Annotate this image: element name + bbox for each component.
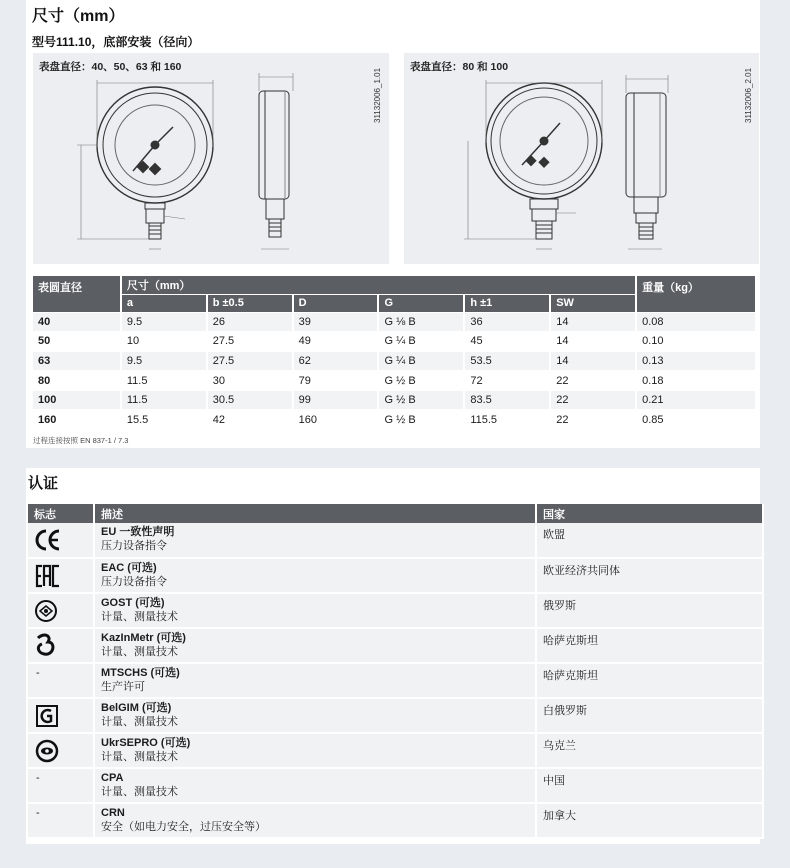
cert-description: 计量、测量技术	[101, 786, 178, 798]
table-cell: 45	[464, 332, 550, 352]
table-cell: 10	[121, 332, 207, 352]
table-cell: 11.5	[121, 390, 207, 410]
table-cell: 14	[550, 312, 636, 332]
table-cell: 79	[293, 371, 379, 391]
table-cell: 50	[33, 332, 121, 352]
cert-country: 乌克兰	[536, 733, 763, 768]
no-logo-dash: -	[36, 772, 40, 784]
cert-country: 哈萨克斯坦	[536, 628, 763, 663]
belgim-mark-icon	[34, 702, 62, 730]
table-cell: G ½ B	[378, 390, 464, 410]
header-a: a	[121, 294, 207, 312]
table-cell: 27.5	[207, 332, 293, 352]
cert-name: CPA	[101, 772, 124, 784]
dimensions-title: 尺寸（mm）	[32, 8, 125, 25]
table-cell: 115.5	[464, 410, 550, 430]
dimensions-table-body	[33, 312, 756, 430]
table-cell: 63	[33, 351, 121, 371]
header-dial-diameter: 表圆直径	[33, 276, 121, 312]
table-cell: 83.5	[464, 390, 550, 410]
table-cell: 160	[293, 410, 379, 430]
header-sw: SW	[550, 294, 636, 312]
table-cell: 30	[207, 371, 293, 391]
dimensions-section	[26, 0, 760, 448]
cert-name: BelGIM (可选)	[101, 702, 172, 714]
cert-country: 欧亚经济共同体	[536, 558, 763, 593]
cert-name: GOST (可选)	[101, 597, 165, 609]
process-connection-note: 过程连接按照 EN 837-1 / 7.3	[33, 436, 129, 445]
table-row	[28, 523, 763, 558]
drawing-right-code: 31132006_2.01	[744, 67, 753, 123]
table-cell: 62	[293, 351, 379, 371]
table-cell: 0.08	[636, 312, 756, 332]
cert-country: 俄罗斯	[536, 593, 763, 628]
gost-mark-icon	[34, 597, 62, 625]
table-row	[33, 332, 756, 352]
table-cell: 49	[293, 332, 379, 352]
dimensions-table	[33, 276, 757, 430]
table-cell: G ⅛ B	[378, 312, 464, 332]
header-h: h ±1	[464, 294, 550, 312]
table-cell: 0.21	[636, 390, 756, 410]
table-cell: G ½ B	[378, 410, 464, 430]
header-weight: 重量（kg）	[636, 276, 756, 312]
table-cell: G ½ B	[378, 371, 464, 391]
table-row	[28, 558, 763, 593]
table-row	[28, 803, 763, 838]
table-row	[28, 663, 763, 698]
table-cell: 99	[293, 390, 379, 410]
table-cell: 0.18	[636, 371, 756, 391]
header-dimensions-group: 尺寸（mm）	[121, 276, 636, 294]
cert-description: 安全（如电力安全，过压安全等）	[101, 821, 266, 833]
cert-description: 计量、测量技术	[101, 646, 178, 658]
header-g: G	[378, 294, 464, 312]
eac-mark-icon	[34, 562, 62, 590]
header-country: 国家	[536, 504, 763, 523]
table-row	[33, 351, 756, 371]
cert-country: 中国	[536, 768, 763, 803]
cert-description: 计量、测量技术	[101, 751, 178, 763]
cert-country: 欧盟	[536, 523, 763, 558]
table-cell: 160	[33, 410, 121, 430]
table-row	[28, 628, 763, 663]
cert-description: 计量、测量技术	[101, 716, 178, 728]
certification-title: 认证	[28, 475, 59, 492]
table-cell: 30.5	[207, 390, 293, 410]
table-cell: 53.5	[464, 351, 550, 371]
dimensions-subtitle: 型号111.10，底部安装（径向）	[32, 35, 200, 49]
drawing-left	[33, 53, 389, 264]
table-row	[28, 593, 763, 628]
table-row	[33, 371, 756, 391]
drawing-left-title: 表盘直径：40、50、63 和 160	[39, 61, 182, 73]
cert-description: 压力设备指令	[101, 576, 167, 588]
header-logo: 标志	[28, 504, 94, 523]
table-cell: 36	[464, 312, 550, 332]
table-cell: 14	[550, 351, 636, 371]
table-cell: 0.10	[636, 332, 756, 352]
gauge-drawing-right	[404, 53, 759, 264]
certification-section	[26, 468, 760, 844]
cert-name: KazInMetr (可选)	[101, 632, 186, 644]
table-cell: 80	[33, 371, 121, 391]
ukrsepro-mark-icon	[34, 737, 62, 765]
cert-name: MTSCHS (可选)	[101, 667, 180, 679]
table-cell: 14	[550, 332, 636, 352]
cert-description: 生产许可	[101, 681, 145, 693]
table-cell: 9.5	[121, 312, 207, 332]
table-row	[33, 410, 756, 430]
ce-mark-icon	[34, 526, 62, 554]
drawing-right	[404, 53, 759, 264]
drawing-left-code: 31132006_1.01	[373, 67, 382, 123]
table-cell: 42	[207, 410, 293, 430]
table-cell: G ¼ B	[378, 351, 464, 371]
table-cell: G ¼ B	[378, 332, 464, 352]
cert-description: 压力设备指令	[101, 540, 167, 552]
table-row	[33, 312, 756, 332]
kazinmetr-mark-icon	[34, 632, 62, 660]
table-cell: 72	[464, 371, 550, 391]
table-cell: 22	[550, 390, 636, 410]
table-cell: 100	[33, 390, 121, 410]
table-cell: 15.5	[121, 410, 207, 430]
table-cell: 39	[293, 312, 379, 332]
cert-name: UkrSEPRO (可选)	[101, 737, 191, 749]
table-cell: 22	[550, 371, 636, 391]
table-cell: 27.5	[207, 351, 293, 371]
table-row	[28, 733, 763, 768]
header-d: D	[293, 294, 379, 312]
table-row	[28, 698, 763, 733]
cert-name: EAC (可选)	[101, 562, 157, 574]
table-cell: 40	[33, 312, 121, 332]
header-description: 描述	[94, 504, 536, 523]
cert-country: 哈萨克斯坦	[536, 663, 763, 698]
cert-country: 加拿大	[536, 803, 763, 838]
table-cell: 11.5	[121, 371, 207, 391]
cert-name: CRN	[101, 807, 125, 819]
table-cell: 0.13	[636, 351, 756, 371]
no-logo-dash: -	[36, 807, 40, 819]
header-b: b ±0.5	[207, 294, 293, 312]
table-cell: 22	[550, 410, 636, 430]
no-logo-dash: -	[36, 667, 40, 679]
table-cell: 26	[207, 312, 293, 332]
certification-table	[28, 504, 764, 839]
table-row	[28, 768, 763, 803]
drawing-right-title: 表盘直径：80 和 100	[410, 61, 509, 73]
table-cell: 9.5	[121, 351, 207, 371]
cert-name: EU 一致性声明	[101, 526, 175, 538]
cert-description: 计量、测量技术	[101, 611, 178, 623]
table-row	[33, 390, 756, 410]
cert-country: 白俄罗斯	[536, 698, 763, 733]
gauge-drawing-left	[33, 53, 389, 264]
table-cell: 0.85	[636, 410, 756, 430]
